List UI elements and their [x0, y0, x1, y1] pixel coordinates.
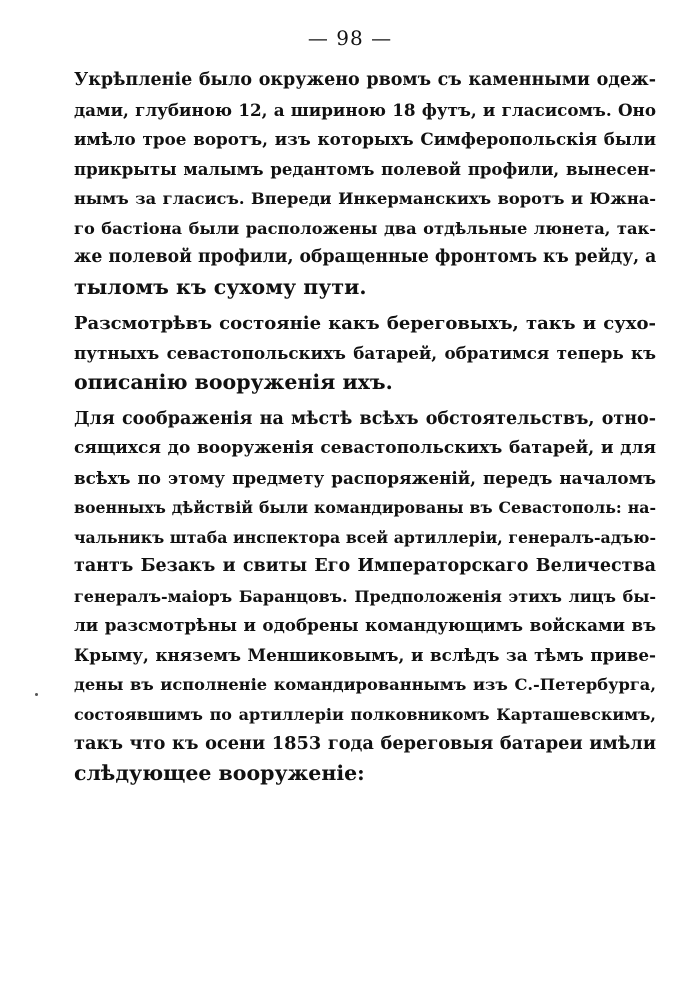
paragraph-gap [74, 302, 656, 309]
text-line: военныхъ дѣйствій были командированы въ Севастополь: на- [74, 498, 656, 517]
text-line: сящихся до вооруженія севастопольскихъ батарей, и для [74, 438, 656, 458]
text-line: имѣло трое воротъ, изъ которыхъ Симферопольскія были [74, 129, 656, 149]
text-line: нымъ за гласисъ. Впереди Инкерманскихъ воротъ и Южна- [74, 189, 656, 208]
text-line: генералъ-маіоръ Баранцовъ. Предположенія этихъ лицъ бы- [74, 586, 656, 606]
text-line: чальникъ штаба инспектора всей артиллеріи, генералъ-адъю- [74, 527, 656, 547]
text-line: Разсмотрѣвъ состояніе какъ береговыхъ, такъ и сухо- [74, 313, 656, 334]
text-line: Крыму, княземъ Меншиковымъ, и вслѣдъ за тѣмъ приве- [74, 644, 656, 665]
text-line: описанію вооруженія ихъ. [74, 370, 393, 394]
text-line: состоявшимъ по артиллеріи полковникомъ Карташевскимъ, [74, 704, 656, 724]
text-line: всѣхъ по этому предмету распоряженій, передъ началомъ [74, 467, 656, 488]
text-line: же полевой профили, обращенные фронтомъ къ рейду, а [74, 247, 657, 267]
text-line: тантъ Безакъ и свиты Его Императорскаго Величества [74, 556, 656, 576]
paragraph-1 [74, 66, 656, 302]
text-line: Укрѣпленіе было окружено рвомъ съ каменными одеж- [74, 70, 656, 90]
text-line: путныхъ севастопольскихъ батарей, обратимся теперь къ [74, 342, 656, 363]
text-line: дены въ исполненіе командированнымъ изъ С.-Петербурга, [74, 675, 656, 694]
page-number: — 98 — [307, 26, 393, 50]
margin-mark [35, 693, 38, 696]
paragraph-2 [74, 309, 656, 398]
text-line: тыломъ къ сухому пути. [74, 274, 367, 299]
text-line: слѣдующее вооруженіе: [74, 760, 365, 785]
text-line: ли разсмотрѣны и одобрены командующимъ войсками въ [74, 615, 656, 635]
text-line: Для соображенія на мѣстѣ всѣхъ обстоятельствъ, отно- [74, 408, 656, 429]
paragraph-gap [74, 398, 656, 405]
text-line: дами, глубиною 12, а шириною 18 футъ, и гласисомъ. Оно [74, 99, 656, 120]
text-line: прикрыты малымъ редантомъ полевой профили, вынесен- [74, 159, 656, 179]
paragraph-3 [74, 405, 656, 789]
text-line: го бастіона были расположены два отдѣльные люнета, так- [74, 218, 656, 238]
text-line: такъ что къ осени 1853 года береговыя батареи имѣли [74, 733, 656, 754]
body-text [74, 66, 656, 788]
